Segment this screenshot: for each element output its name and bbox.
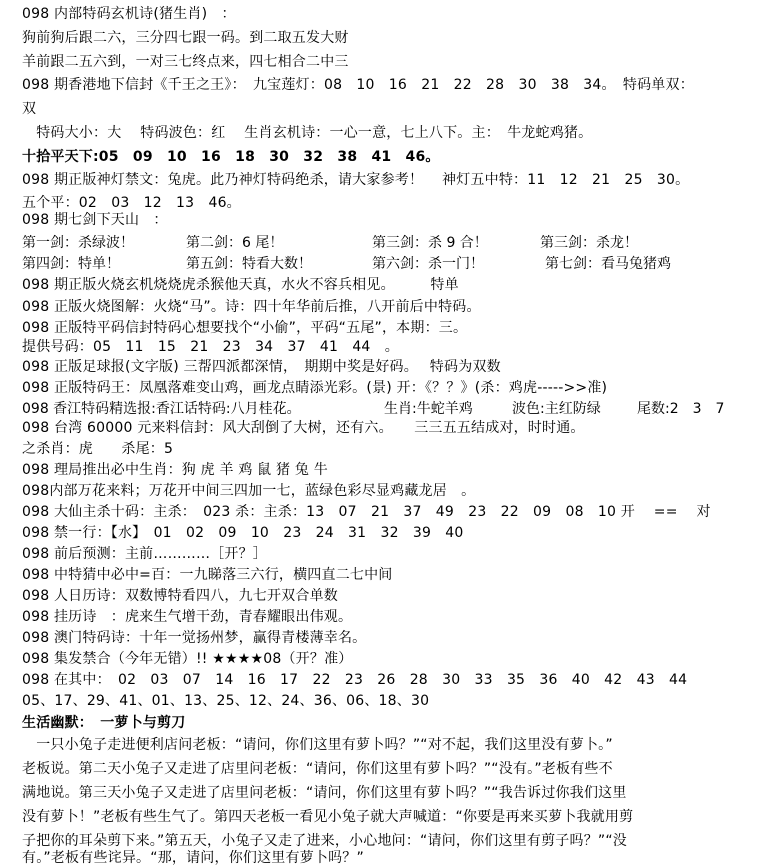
hk-envelope-line: 098 期香港地下信封《千王之王》： 九宝莲灯：08 10 16 21 22 28 30 38 34。 特码单双： bbox=[22, 77, 694, 93]
tail-label: 尾数:2 3 7 bbox=[637, 401, 725, 417]
odd-even-value: 双 bbox=[22, 101, 37, 117]
must-hit-line: 098 中特猜中必中=百：一九睇落三六行，横四直二七中间 bbox=[22, 567, 393, 583]
poem-title: 098 内部特码玄机诗(猪生肖) ： bbox=[22, 6, 236, 22]
sword-3: 第三剑：杀 9 合！ bbox=[372, 235, 488, 251]
sword-1: 第一剑：杀绿波！ bbox=[22, 235, 134, 251]
provided-numbers-line: 提供号码：05 11 15 21 23 34 37 41 44 。 bbox=[22, 339, 399, 355]
story-line-4: 没有萝卜！”老板有些生气了。第四天老板一看见小兔子就大声喊道：“你要是再来买萝卜我就用剪 bbox=[22, 809, 634, 825]
zodiac-label: 生肖:牛蛇羊鸡 bbox=[384, 401, 473, 417]
xiangjiang-prefix: 098 香江特码精选报:香江话特码:八月桂花。 bbox=[22, 401, 301, 417]
fire-line: 098 期正版火烧玄机烧烧虎杀猴他天真，水火不容兵相见。 特单 bbox=[22, 277, 459, 293]
zodiac-list-line: 098 理局推出必中生肖：狗 虎 羊 鸡 鼠 猪 兔 牛 bbox=[22, 462, 328, 478]
size-color-line: 特码大小：大 特码波色：红 生肖玄机诗：一心一意，七上八下。主： 牛龙蛇鸡猪。 bbox=[22, 125, 593, 141]
kill-zodiac-line: 之杀肖：虎 杀尾：5 bbox=[22, 441, 174, 457]
sword-2: 第二剑：6 尾！ bbox=[186, 235, 284, 251]
story-line-5: 子把你的耳朵剪下来。”第五天，小兔子又走了进来，小心地问：“请问，你们这里有剪子吗？”“没 bbox=[22, 833, 628, 849]
football-line: 098 正版足球报(文字版) 三帮四派都深情， 期期中奖是好码。 特码为双数 bbox=[22, 359, 501, 375]
story-line-6: 有。”老板有些诧异。“那，请问，你们这里有萝卜吗？” bbox=[22, 850, 364, 866]
king-line: 098 正版特码王：凤凰落难变山鸡，画龙点睛添光彩。(景) 开：《？？》(杀：鸡虎----->>准) bbox=[22, 380, 608, 396]
macau-poem-line: 098 澳门特码诗：十年一觉扬州梦，赢得青楼薄幸名。 bbox=[22, 630, 367, 646]
seven-swords-title: 098 期七剑下天山 ： bbox=[22, 212, 168, 228]
envelope-line: 098 正版特平码信封特码心想要找个“小偷”，平码“五尾”，本期：三。 bbox=[22, 320, 468, 336]
in-it-line: 098 在其中： 02 03 07 14 16 17 22 23 26 28 30 33 35 36 40 42 43 44 bbox=[22, 672, 688, 688]
poem-line-2: 羊前跟二五六到，一对三七终点来，四七相合二中三 bbox=[22, 54, 349, 70]
sword-6: 第六剑：杀一门！ bbox=[372, 256, 484, 272]
sequence-line: 05、17、29、41、01、13、25、12、24、36、06、18、30 bbox=[22, 693, 430, 709]
story-line-2: 老板说。第二天小兔子又走进了店里问老板：“请问，你们这里有萝卜吗？”“没有。”老板有些不 bbox=[22, 761, 613, 777]
humor-title: 生活幽默： 一萝卜与剪刀 bbox=[22, 715, 186, 731]
daxian-line: 098 大仙主杀十码：主杀： 023 杀：主杀：13 07 21 37 49 23 22 09 08 10 开 == 对 bbox=[22, 504, 711, 520]
ten-numbers-line: 十拾平天下:05 09 10 16 18 30 32 38 41 46。 bbox=[22, 149, 440, 165]
sword-3b: 第三剑：杀龙！ bbox=[540, 235, 638, 251]
taiwan-line: 098 台湾 60000 元来料信封：风大刮倒了大树，还有六。 三三五五结成对，时时通。 bbox=[22, 420, 585, 436]
calendar-poem-line: 098 人日历诗：双数博特看四八，九七开双合单数 bbox=[22, 588, 338, 604]
ban-line: 098 禁一行：【水】 01 02 09 10 23 24 31 32 39 40 bbox=[22, 525, 464, 541]
poem-line-1: 狗前狗后跟二六，三分四七跟一码。到二取五发大财 bbox=[22, 30, 349, 46]
sword-5: 第五剑：特看大数！ bbox=[186, 256, 312, 272]
story-line-3: 满地说。第三天小兔子又走进了店里问老板：“请问，你们这里有萝卜吗？”“我告诉过你我们这里 bbox=[22, 785, 627, 801]
story-line-1: 一只小兔子走进便利店问老板：“请问，你们这里有萝卜吗？”“对不起，我们这里没有萝卜。” bbox=[22, 737, 613, 753]
fire-graph-line: 098 正版火烧图解：火烧“马”。诗：四十年华前后推，八开前后中特码。 bbox=[22, 299, 481, 315]
lamp-line: 098 期正版神灯禁文：兔虎。此乃神灯特码绝杀，请大家参考！ 神灯五中特：11 12 21 25 30。 bbox=[22, 172, 690, 188]
collection-line: 098 集发禁合（今年无错）!! ★★★★08（开？准） bbox=[22, 651, 353, 667]
sword-7: 第七剑：看马兔猪鸡 bbox=[545, 256, 671, 272]
five-flat-line: 五个平：02 03 12 13 46。 bbox=[22, 195, 241, 211]
hanging-poem-line: 098 挂历诗 ：虎来生气增干劲，青春耀眼出伟观。 bbox=[22, 609, 353, 625]
sword-4: 第四剑：特单！ bbox=[22, 256, 120, 272]
wave-label: 波色:主红防绿 bbox=[512, 401, 601, 417]
prediction-line: 098 前后预测：主前…………［开？］ bbox=[22, 546, 267, 562]
wanhua-line: 098内部万花来料；万花开中间三四加一七，蓝绿色彩尽显鸡藏龙居 。 bbox=[22, 483, 476, 499]
